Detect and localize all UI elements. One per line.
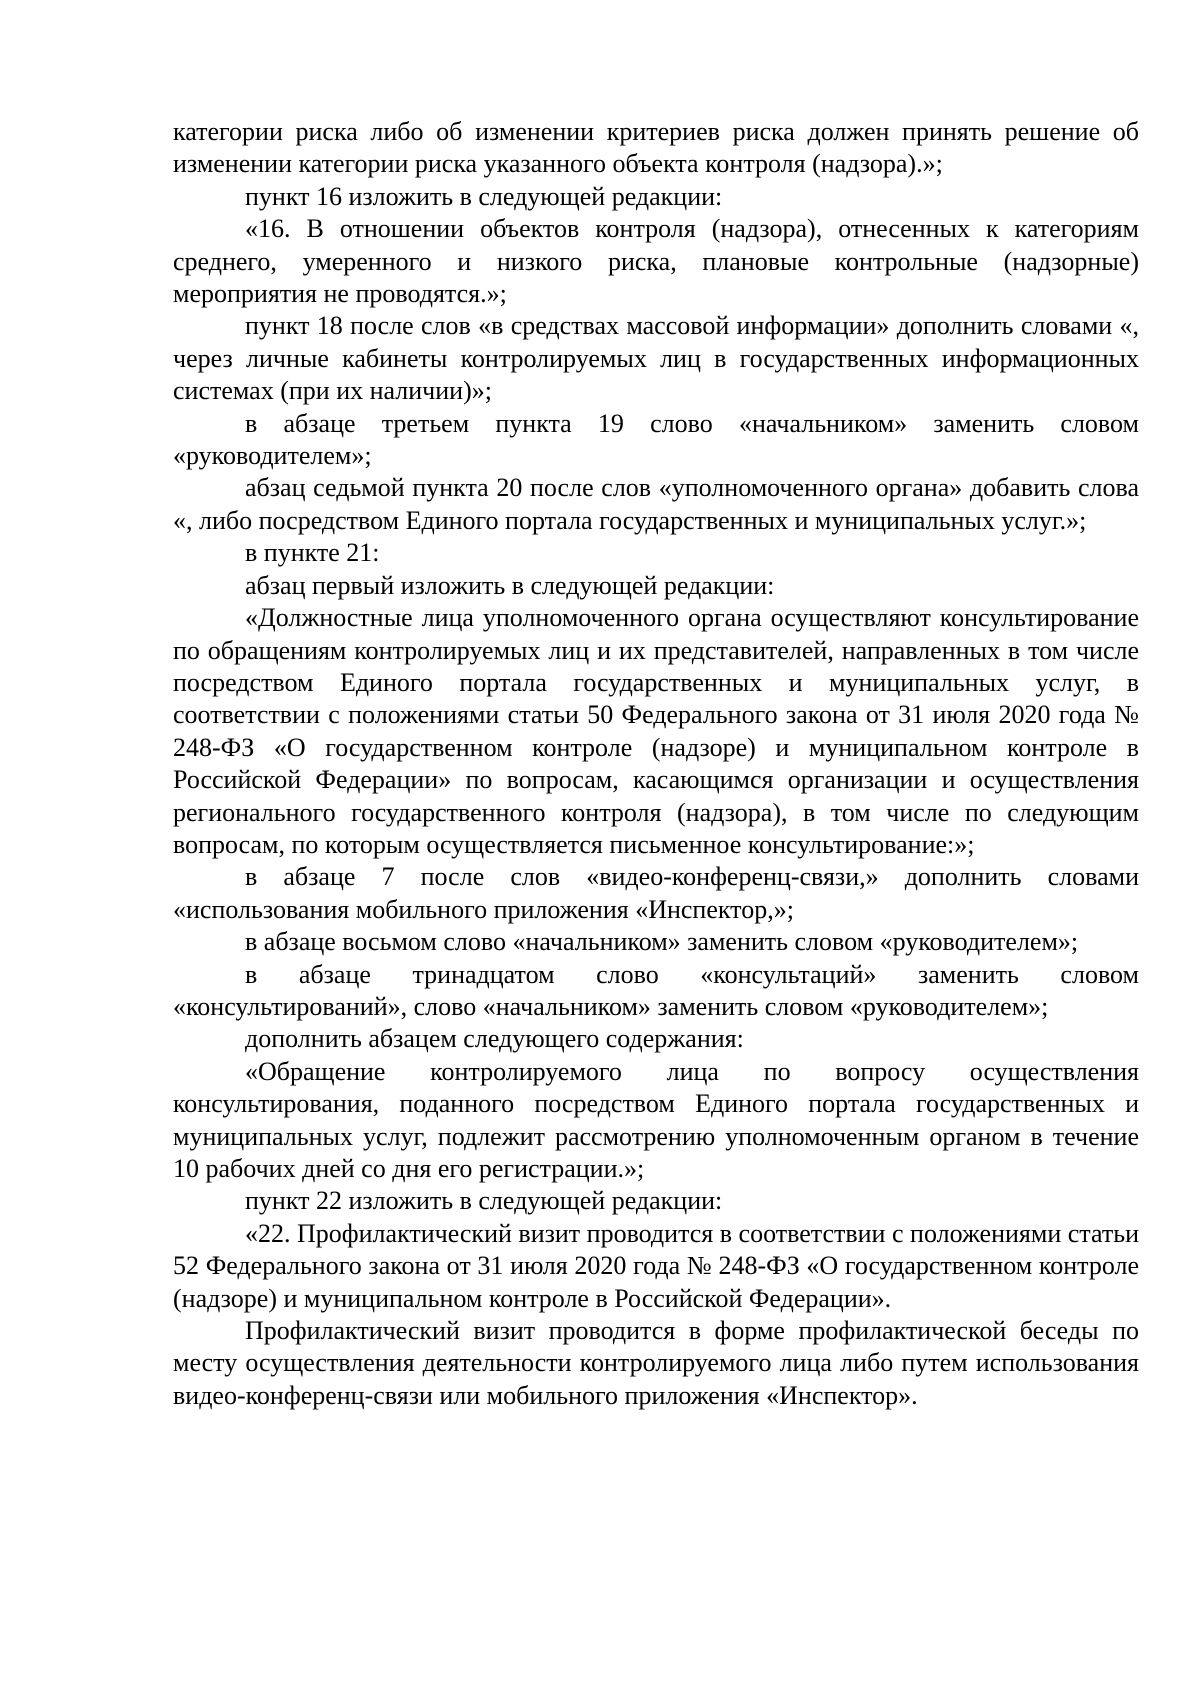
paragraph-15: пункт 22 изложить в следующей редакции: [245, 1186, 723, 1216]
paragraph-9: «Должностные лица уполномоченного органа осуществляют консультирование по обращениям контролируемых лиц и их представителей, направленных в том числе посредством Единого портала государственных и муниципальных услуг, в соответствии с положениями статьи 50 Федерального закона от 31 июля 2020 года № 248-ФЗ «О государственном контроле (надзоре) и муниципальном контроле в Российской Федерации» по вопросам, касающимся организации и осуществления регионального государственного контроля (надзора), в том числе по следующим вопросам, по которым осуществляется письменное консультирование:»; [173, 603, 1139, 859]
paragraph-2: пункт 16 изложить в следующей редакции: [245, 181, 723, 211]
paragraph-16: «22. Профилактический визит проводится в соответствии с положениями статьи 52 Федерального закона от 31 июля 2020 года № 248-ФЗ «О государственном контроле (надзоре) и муниципальном контроле в Российской Федерации». [173, 1218, 1139, 1313]
paragraph-4: пункт 18 после слов «в средствах массовой информации» дополнить словами «, через личные кабинеты контролируемых лиц в государственных информационных системах (при их наличии)»; [173, 311, 1139, 406]
paragraph-17: Профилактический визит проводится в форме профилактической беседы по месту осуществления деятельности контролируемого лица либо путем использования видео-конференц-связи или мобильного приложения «Инспектор». [173, 1316, 1139, 1410]
document-page [173, 116, 1139, 1412]
paragraph-3: «16. В отношении объектов контроля (надзора), отнесенных к категориям среднего, умеренного и низкого риска, плановые контрольные (надзорные) мероприятия не проводятся.»; [173, 214, 1139, 309]
paragraph-14: «Обращение контролируемого лица по вопросу осуществления консультирования, поданного посредством Единого портала государственных и муниципальных услуг, подлежит рассмотрению уполномоченным органом в течение 10 рабочих дней со дня его регистрации.»; [173, 1056, 1139, 1183]
paragraph-5: в абзаце третьем пункта 19 слово «начальником» заменить словом «руководителем»; [173, 408, 1139, 471]
paragraph-11: в абзаце восьмом слово «начальником» заменить словом «руководителем»; [245, 927, 1079, 957]
paragraph-10: в абзаце 7 после слов «видео-конференц-связи,» дополнить словами «использования мобильного приложения «Инспектор,»; [173, 862, 1139, 924]
paragraph-13: дополнить абзацем следующего содержания: [245, 1024, 744, 1054]
paragraph-1: категории риска либо об изменении критериев риска должен принять решение об изменении категории риска указанного объекта контроля (надзора).»; [173, 117, 1139, 179]
paragraph-6: абзац седьмой пункта 20 после слов «уполномоченного органа» добавить слова «, либо посредством Единого портала государственных и муниципальных услуг.»; [173, 473, 1139, 535]
paragraph-7: в пункте 21: [245, 538, 380, 568]
paragraph-12: в абзаце тринадцатом слово «консультаций» заменить словом «консультирований», слово «начальником» заменить словом «руководителем»; [173, 959, 1139, 1021]
paragraph-8: абзац первый изложить в следующей редакции: [245, 570, 775, 600]
